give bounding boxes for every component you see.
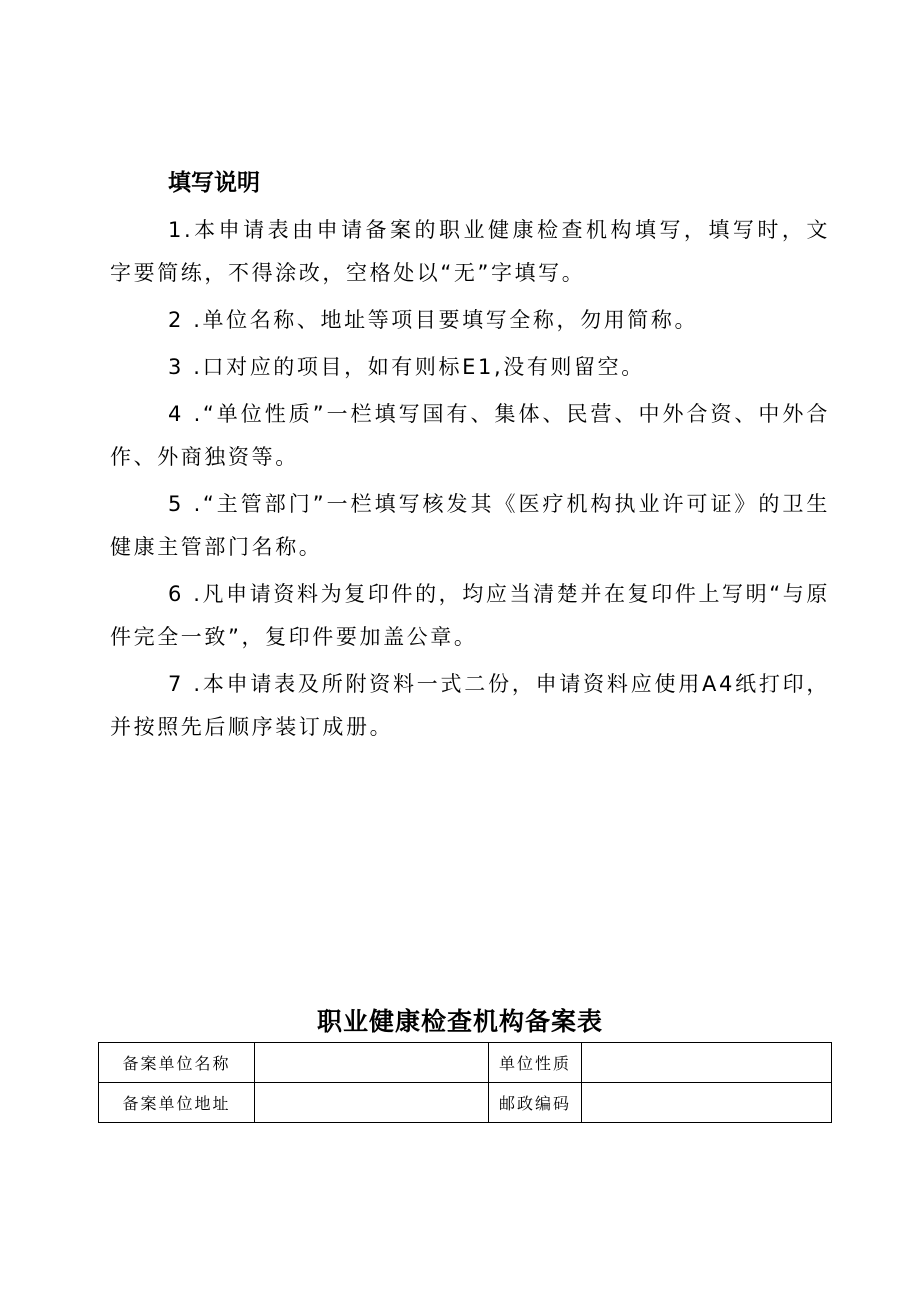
unit-address-label: 备案单位地址 — [99, 1083, 255, 1123]
instruction-item-7: 7 .本申请表及所附资料一式二份，申请资料应使用A4纸打印，并按照先后顺序装订成册。 — [110, 672, 830, 739]
table-row — [99, 1083, 832, 1123]
instruction-item-5: 5 .“主管部门”一栏填写核发其《医疗机构执业许可证》的卫生健康主管部门名称。 — [110, 492, 830, 559]
unit-nature-label: 单位性质 — [489, 1043, 582, 1083]
unit-address-field[interactable] — [255, 1083, 489, 1123]
instruction-item-2: 2 .单位名称、地址等项目要填写全称，勿用简称。 — [168, 308, 699, 332]
postal-code-label: 邮政编码 — [489, 1083, 582, 1123]
instruction-item-4: 4 .“单位性质”一栏填写国有、集体、民营、中外合资、中外合作、外商独资等。 — [110, 402, 830, 469]
unit-name-label: 备案单位名称 — [99, 1043, 255, 1083]
instruction-item-1: 1.本申请表由申请备案的职业健康检查机构填写，填写时，文字要简练，不得涂改，空格处以“无”字填写。 — [110, 218, 830, 285]
table-row — [99, 1043, 832, 1083]
form-title: 职业健康检查机构备案表 — [316, 1007, 603, 1036]
registration-form-table — [98, 1042, 832, 1123]
postal-code-field[interactable] — [582, 1083, 832, 1123]
instruction-item-3: 3 .口对应的项目，如有则标E1,没有则留空。 — [168, 355, 645, 379]
instruction-item-6: 6 .凡申请资料为复印件的，均应当清楚并在复印件上写明“与原件完全一致”，复印件要加盖公章。 — [110, 582, 830, 649]
instructions-heading: 填写说明 — [168, 170, 260, 196]
unit-nature-field[interactable] — [582, 1043, 832, 1083]
instructions-list — [110, 209, 830, 753]
unit-name-field[interactable] — [255, 1043, 489, 1083]
